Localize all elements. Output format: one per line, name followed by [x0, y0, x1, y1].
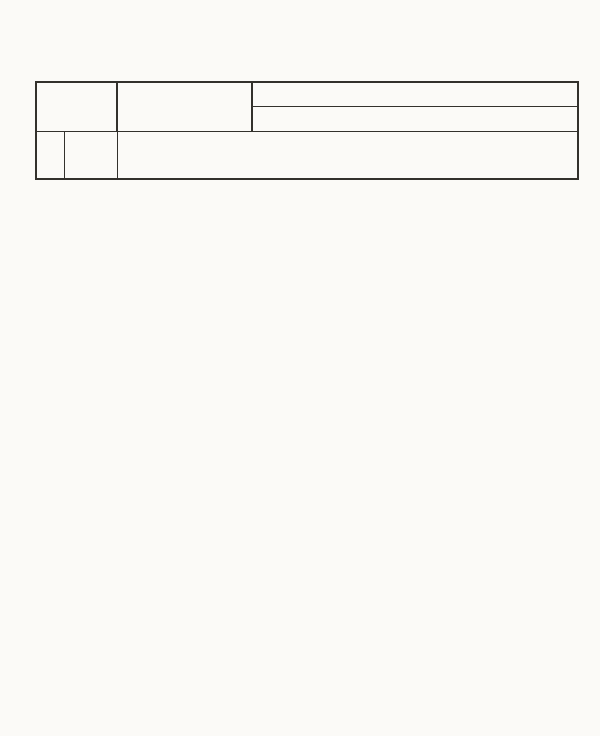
- header-d-mm: [36, 132, 64, 180]
- table-title: [0, 0, 600, 35]
- rope-structure-line-1: [48, 39, 600, 55]
- mechanical-properties-table: [35, 81, 579, 180]
- header-tolerance: [64, 132, 117, 180]
- header-min-breaking-force: [252, 107, 578, 132]
- header-nominal-diameter: [36, 82, 117, 132]
- core-type-header-row: [36, 132, 578, 180]
- rope-structure-line-2: [115, 56, 600, 72]
- header-tensile-strength: [252, 82, 578, 107]
- header-reference-weight: [117, 82, 252, 132]
